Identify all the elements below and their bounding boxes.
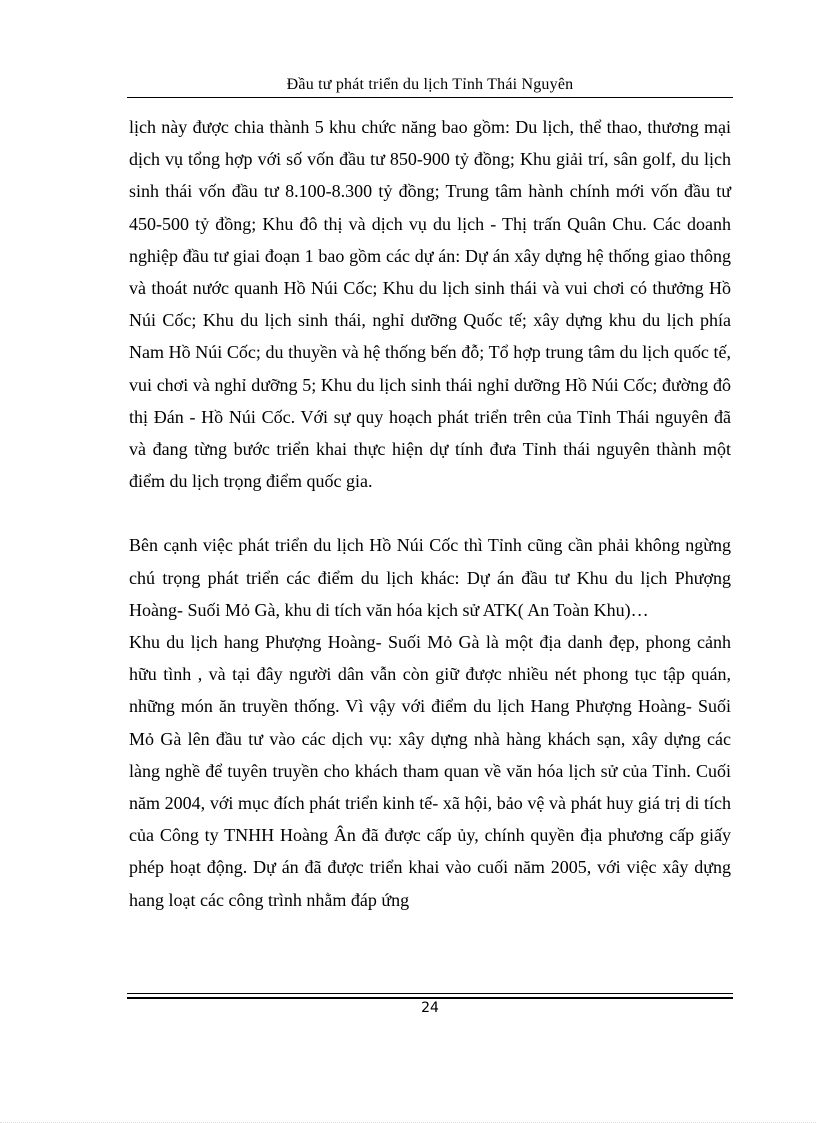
paragraph-phuong-hoang-suoi-mo-ga: Khu du lịch hang Phượng Hoàng- Suối Mỏ Gà là một địa danh đẹp, phong cảnh hữu tình , và tại đây người dân vẫn còn giữ được nhiều nét phong tục tập quán, những món ăn truyền thống. Vì vậy với điểm du lịch Hang Phượng Hoàng- Suối Mỏ Gà lên đầu tư vào các dịch vụ: xây dựng nhà hàng khách sạn, xây dựng các làng nghề để tuyên truyền cho khách tham quan về văn hóa lịch sử của Tỉnh. Cuối năm 2004, với mục đích phát triển kinh tế- xã hội, bảo vệ và phát huy giá trị di tích của Công ty TNHH Hoàng Ân đã được cấp ủy, chính quyền địa phương cấp giấy phép hoạt động. Dự án đã được triển khai vào cuối năm 2005, với việc xây dựng hang loạt các công trình nhằm đáp ứng bbox=[129, 632, 731, 910]
body-text bbox=[129, 111, 731, 916]
page-number: 24 bbox=[421, 1000, 439, 1016]
running-header: Đầu tư phát triển du lịch Tỉnh Thái Nguyên bbox=[286, 76, 574, 93]
paragraph-hoi-nui-coc-zones: lịch này được chia thành 5 khu chức năng bao gồm: Du lịch, thể thao, thương mại dịch vụ tổng hợp với số vốn đầu tư 850-900 tỷ đồng; Khu giải trí, sân golf, du lịch sinh thái vốn đầu tư 8.100-8.300 tỷ đồng; Trung tâm hành chính mới vốn đầu tư 450-500 tỷ đồng; Khu đô thị và dịch vụ du lịch - Thị trấn Quân Chu. Các doanh nghiệp đầu tư giai đoạn 1 bao gồm các dự án: Dự án xây dựng hệ thống giao thông và thoát nước quanh Hồ Núi Cốc; Khu du lịch sinh thái và vui chơi có thưởng Hồ Núi Cốc; Khu du lịch sinh thái, nghỉ dưỡng Quốc tế; xây dựng khu du lịch phía Nam Hồ Núi Cốc; du thuyền và hệ thống bến đỗ; Tổ hợp trung tâm du lịch quốc tế, vui chơi và nghỉ dưỡng 5; Khu du lịch sinh thái nghỉ dưỡng Hồ Núi Cốc; đường đô thị Đán - Hồ Núi Cốc. Với sự quy hoạch phát triển trên của Tỉnh Thái nguyên đã và đang từng bước triển khai thực hiện dự tính đưa Tỉnh thái nguyên thành một điểm du lịch trọng điểm quốc gia. bbox=[129, 117, 731, 492]
footer-rule-thin bbox=[127, 993, 733, 994]
header-rule bbox=[127, 97, 733, 98]
paragraph-other-destinations: Bên cạnh việc phát triển du lịch Hồ Núi Cốc thì Tỉnh cũng cần phải không ngừng chú trọng phát triển các điểm du lịch khác: Dự án đầu tư Khu du lịch Phượng Hoàng- Suối Mỏ Gà, khu di tích văn hóa kịch sử ATK( An Toàn Khu)… bbox=[129, 535, 731, 620]
